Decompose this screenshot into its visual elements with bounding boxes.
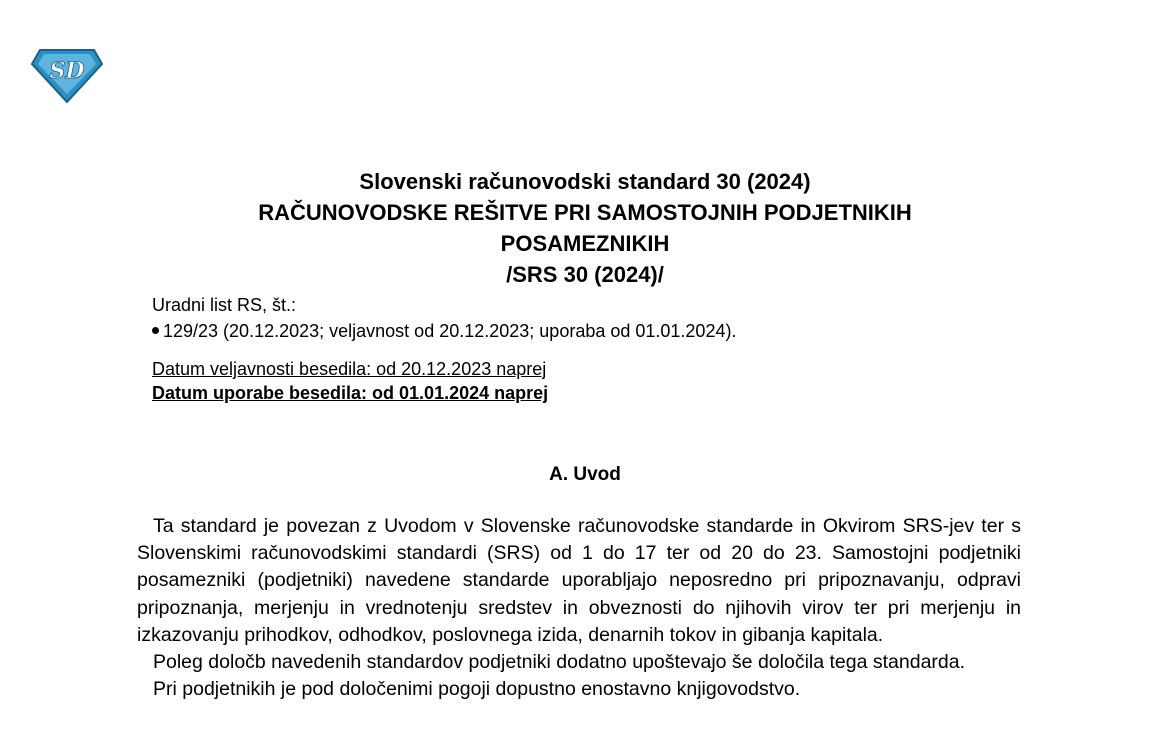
- bullet-icon: [152, 327, 159, 334]
- paragraph: Poleg določb navedenih standardov podjetniki dodatno upoštevajo še določila tega standarda.: [153, 651, 966, 674]
- diamond-logo-graphic: [30, 44, 104, 104]
- logo-letters: SD: [49, 58, 85, 84]
- title-line-2: RAČUNOVODSKE REŠITVE PRI SAMOSTOJNIH PODJETNIKIH: [258, 200, 912, 225]
- title-line-1: Slovenski računovodski standard 30 (2024): [359, 169, 811, 194]
- section-body: [137, 513, 1021, 703]
- title-line-4: /SRS 30 (2024)/: [506, 262, 664, 287]
- validity-block: [152, 357, 548, 405]
- official-gazette-block: [152, 292, 736, 344]
- gazette-item: [152, 318, 736, 344]
- paragraph: Pri podjetnikih je pod določenimi pogoji dopustno enostavno knjigovodstvo.: [153, 678, 801, 701]
- gazette-item-text: 129/23 (20.12.2023; veljavnost od 20.12.2023; uporaba od 01.01.2024).: [163, 321, 737, 341]
- paragraph: Ta standard je povezan z Uvodom v Slovenske računovodske standarde in Okvirom SRS-jev ter s Slovenskimi računovodskimi standardi (SRS) od 1 do 17 ter od 20 do 23. Samostojni podjetniki posamezniki (podjetniki) navedene standarde uporabljajo neposredno pri pripoznavanju, odpravi pripoznanja, merjenju in vrednotenju sredstev in obveznosti do njihovih virov ter pri merjenju in izkazovanju prihodkov, odhodkov, poslovnega izida, denarnih tokov in gibanja kapitala.: [137, 515, 1021, 646]
- valid-from-text: Datum veljavnosti besedila: od 20.12.2023 naprej: [152, 359, 547, 379]
- applies-from-text: Datum uporabe besedila: od 01.01.2024 naprej: [152, 383, 549, 403]
- section-heading: A. Uvod: [549, 464, 621, 485]
- title-line-3: POSAMEZNIKIH: [500, 231, 670, 256]
- gazette-label: Uradni list RS, št.:: [152, 295, 297, 315]
- sd-logo-icon: [30, 44, 104, 104]
- document-title: [137, 166, 1033, 290]
